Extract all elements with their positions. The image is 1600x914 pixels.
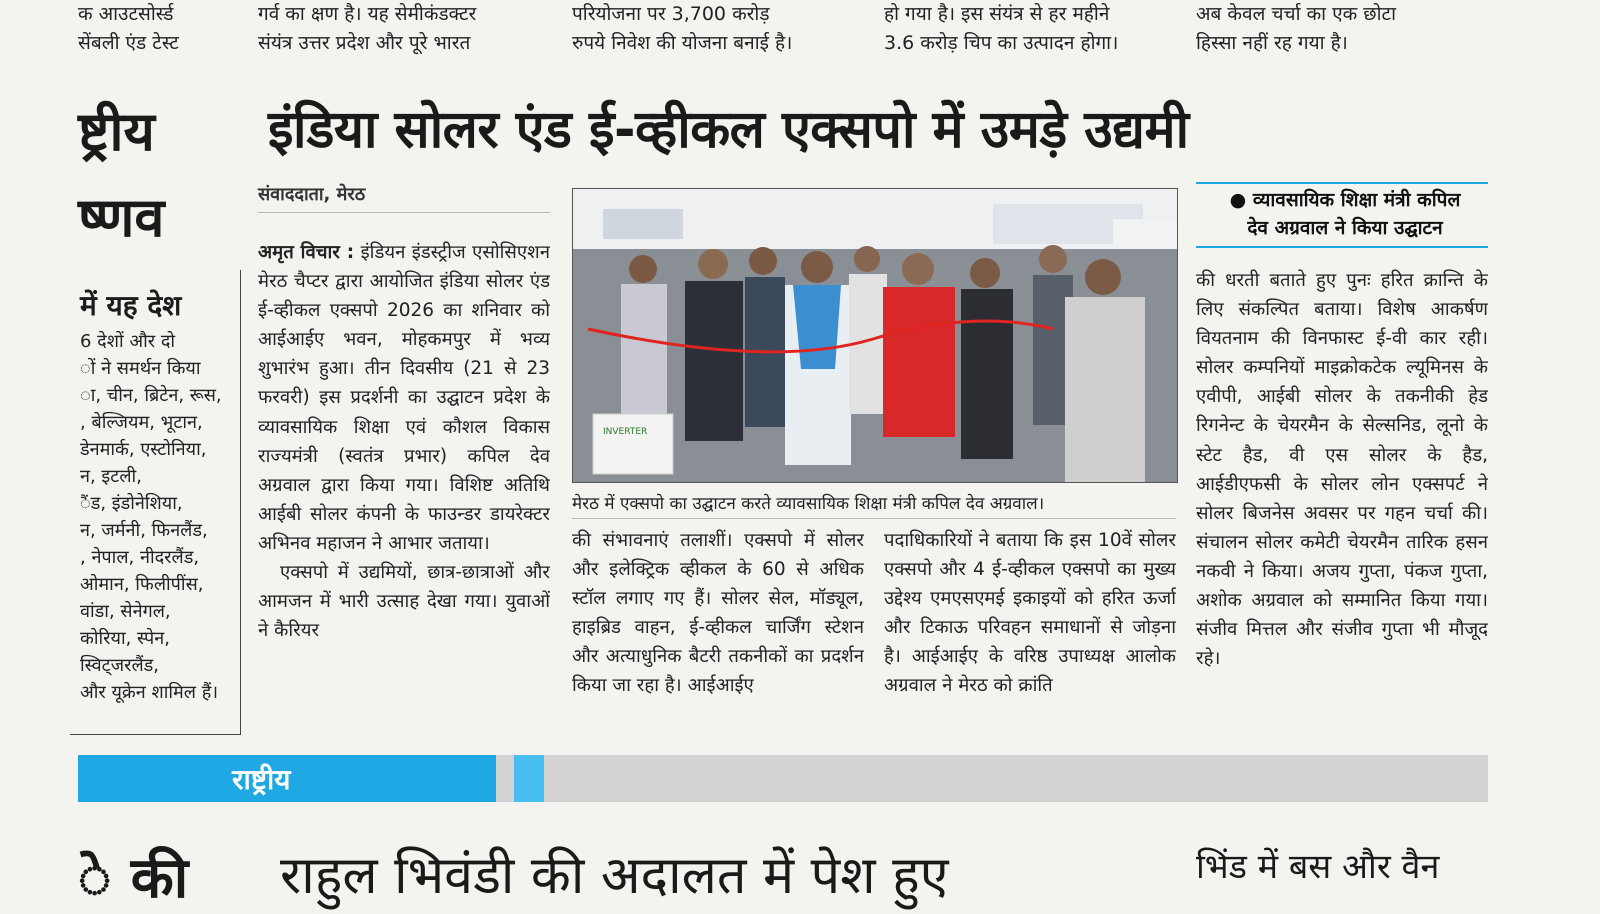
dateline: अमृत विचार : <box>258 242 355 263</box>
prev-article-col-2 <box>572 0 864 58</box>
article-column-4 <box>1196 266 1488 730</box>
list-item: ों ने समर्थन किया <box>80 358 201 379</box>
expo-inauguration-photo <box>572 188 1178 483</box>
sidebox-highlight <box>1200 186 1490 242</box>
prev-article-col-0 <box>78 0 238 58</box>
list-item: , बेल्जियम, भूटान, <box>80 412 203 433</box>
sidebox-bottom-rule <box>1196 246 1488 248</box>
text-line: परियोजना पर 3,700 करोड़ <box>572 3 770 25</box>
article-column-2 <box>572 526 864 731</box>
prev-article-col-1 <box>258 0 550 58</box>
sidebox-top-rule <box>1196 182 1488 184</box>
byline: संवाददाता, मेरठ <box>258 184 366 205</box>
country-box-title: में यह देश <box>80 289 182 322</box>
text-line: गर्व का क्षण है। यह सेमीकंडक्टर <box>258 3 477 25</box>
text-line: सेंबली एंड टेस्ट <box>78 32 179 54</box>
list-item: न, जर्मनी, फिनलैंड, <box>80 520 208 541</box>
article-column-3 <box>884 526 1176 731</box>
text-line: रुपये निवेश की योजना बनाई है। <box>572 32 793 54</box>
bottom-left-headline: े की <box>78 846 189 911</box>
byline-rule <box>258 212 550 213</box>
sidebox-line: ● व्यावसायिक शिक्षा मंत्री कपिल <box>1229 189 1461 211</box>
paragraph-text: पदाधिकारियों ने बताया कि इस 10वें सोलर एक्सपो और 4 ई-व्हीकल एक्सपो का मुख्य उद्देश्य एमएसएमई इकाइयों को हरित ऊर्जा और टिकाऊ परिवहन समाधानों से जोड़ना है। आईआईए के वरिष्ठ उपाध्यक्ष आलोक अग्रवाल ने मेरठ को क्रांति <box>884 530 1176 697</box>
photo-banner-text: INVERTER <box>603 427 648 437</box>
list-item: वांडा, सेनेगल, <box>80 601 171 622</box>
article-column-1 <box>258 238 550 726</box>
article-paragraph: एक्सपो में उद्यमियों, छात्र-छात्राओं और आमजन में भारी उत्साह देखा गया। युवाओं ने कैरियर <box>258 562 550 642</box>
list-item: ओमान, फिलीपींस, <box>80 574 204 595</box>
photo-caption: मेरठ में एक्सपो का उद्घाटन करते व्यावसायिक शिक्षा मंत्री कपिल देव अग्रवाल। <box>572 494 1045 514</box>
list-item: ा, चीन, ब्रिटेन, रूस, <box>80 385 222 406</box>
text-line: क आउटसोर्स्ड <box>78 3 174 25</box>
paragraph-text: की धरती बताते हुए पुनः हरित क्रान्ति के लिए संकल्पित बताया। विशेष आकर्षण वियतनाम की विनफास्ट ई-वी कार रही। सोलर कम्पनियों माइक्रोकटेक ल्यूमिनस के एवीपी, आईबी सोलर के तकनीकी हेड रिगनेन्ट के चेयरमैन के सेल्सनिड, लूनो के स्टेट हैड, वी एस सोलर के हैड, आईडीएफसी के सोलर लोन एक्सपर्ट ने सोलर बिजनेस अवसर पर गहन चर्चा की। संचालन सोलर कमेटी चेयरमैन तारिक हसन नकवी ने किया। अजय गुप्ता, पंकज गुप्ता, अशोक अग्रवाल को सम्मानित किया गया। संजीव मित्तल और संजीव गुप्ता भी मौजूद रहे। <box>1196 270 1488 670</box>
caption-rule <box>572 518 1176 519</box>
section-label: राष्ट्रीय <box>232 763 291 796</box>
article-headline: इंडिया सोलर एंड ई-व्हीकल एक्सपो में उमड़े उद्यमी <box>268 100 1189 160</box>
bottom-right-headline: भिंड में बस और वैन <box>1196 847 1440 887</box>
text-line: अब केवल चर्चा का एक छोटा <box>1196 3 1397 25</box>
article-paragraph <box>258 238 550 558</box>
bottom-main-headline: राहुल भिवंडी की अदालत में पेश हुए <box>280 846 949 906</box>
bullet-icon: ● <box>1229 189 1253 211</box>
left-headline-line1: ष्ट्रीय <box>78 100 155 163</box>
list-item: कोरिया, स्पेन, <box>80 628 170 649</box>
section-band-accent-light <box>514 755 544 802</box>
list-item: स्विट्जरलैंड, <box>80 655 160 676</box>
photo-illustration <box>573 189 1177 482</box>
list-item: डेनमार्क, एस्टोनिया, <box>80 439 207 460</box>
text-line: संयंत्र उत्तर प्रदेश और पूरे भारत <box>258 32 471 54</box>
list-item: ैंड, इंडोनेशिया, <box>80 493 183 514</box>
list-item: और यूक्रेन शामिल हैं। <box>80 682 219 703</box>
left-headline-line2: ष्णव <box>78 186 165 249</box>
paragraph-text: की संभावनाएं तलाशीं। एक्सपो में सोलर और इलेक्ट्रिक व्हीकल के 60 से अधिक स्टॉल लगाए गए हैं। सोलर सेल, मॉड्यूल, हाइब्रिड वाहन, ई-व्हीकल चार्जिंग स्टेशन और अत्याधुनिक बैटरी तकनीकों का प्रदर्शन किया जा रहा है। आईआईए <box>572 530 864 697</box>
country-list <box>80 328 230 706</box>
paragraph-text: इंडियन इंडस्ट्रीज एसोसिएशन मेरठ चैप्टर द्वारा आयोजित इंडिया सोलर एंड ई-व्हीकल एक्सपो 2026 का शनिवार को आईआईए भवन, मोहकमपुर में भव्य शुभारंभ हुआ। तीन दिवसीय (21 से 23 फरवरी) इस प्रदर्शनी का उद्घाटन प्रदेश के व्यावसायिक शिक्षा एवं कौशल विकास राज्यमंत्री (स्वतंत्र प्रभार) कपिल देव अग्रवाल द्वारा किया गया। विशिष्ट अतिथि आईबी सोलर कंपनी के फाउन्डर डायरेक्टर अभिनव महाजन ने आभार जताया। <box>258 242 550 554</box>
sidebox-line: देव अग्रवाल ने किया उद्घाटन <box>1247 217 1443 239</box>
text-line: हो गया है। इस संयंत्र से हर महीने <box>884 3 1110 25</box>
list-item: न, इटली, <box>80 466 142 487</box>
prev-article-col-4 <box>1196 0 1488 58</box>
text-line: 3.6 करोड़ चिप का उत्पादन होगा। <box>884 32 1119 54</box>
text-line: हिस्सा नहीं रह गया है। <box>1196 32 1348 54</box>
list-item: , नेपाल, नीदरलैंड, <box>80 547 200 568</box>
list-item: 6 देशों और दो <box>80 331 176 352</box>
prev-article-col-3 <box>884 0 1176 58</box>
